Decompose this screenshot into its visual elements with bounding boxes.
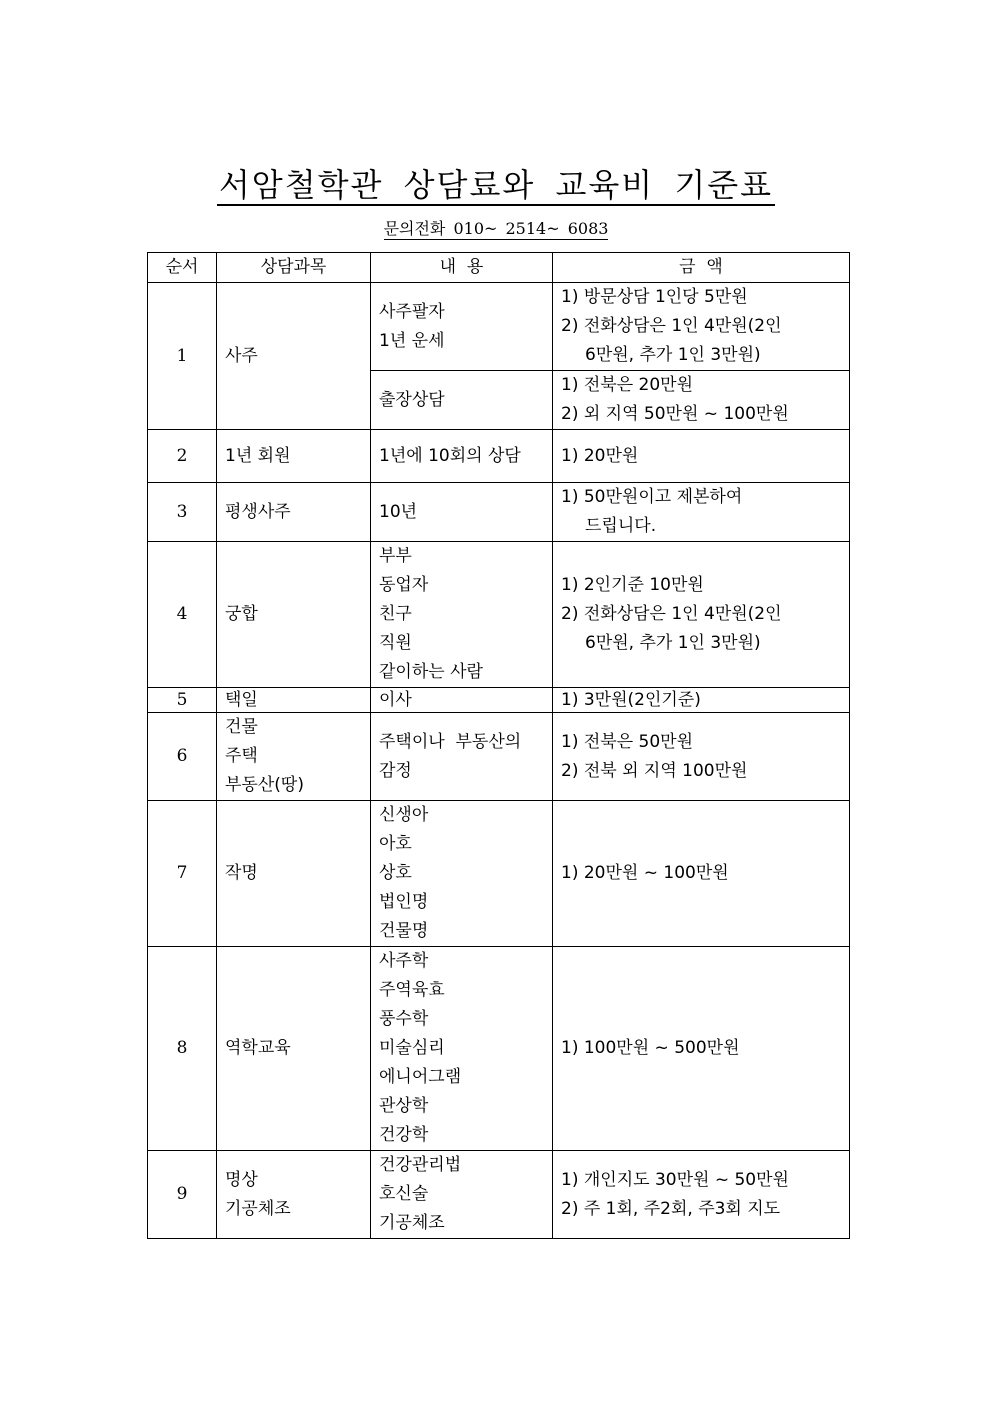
price-line: 1) 2인기준 10만원 (561, 575, 704, 595)
content-line: 아호 (379, 834, 412, 854)
row-subject (217, 483, 371, 542)
content-line: 상호 (379, 863, 412, 883)
price-line: 드립니다. (585, 516, 657, 536)
content-line: 주역육효 (379, 980, 445, 1000)
row-content (371, 947, 553, 1151)
content-line: 감정 (379, 760, 412, 781)
row-content (371, 430, 553, 483)
content-line: 건강학 (379, 1125, 429, 1145)
row-subject (217, 542, 371, 688)
table-row (148, 1151, 850, 1239)
table-row (148, 430, 850, 483)
row-number: 4 (148, 542, 217, 688)
content-line: 기공체조 (379, 1213, 445, 1233)
content-line: 1년에 10회의 상담 (379, 445, 521, 466)
table-row (148, 947, 850, 1151)
content-line: 사주학 (379, 951, 429, 971)
content-line: 사주팔자 (379, 301, 445, 322)
subject-line: 기공체조 (225, 1198, 291, 1219)
price-line: 2) 주 1회, 주2회, 주3회 지도 (561, 1198, 781, 1219)
subject-line: 부동산(땅) (225, 775, 304, 795)
price-line: 1) 100만원 ~ 500만원 (561, 1038, 740, 1058)
price-line: 1) 개인지도 30만원 ~ 50만원 (561, 1169, 789, 1190)
document-title (0, 160, 992, 206)
table-row (148, 713, 850, 801)
row-content (371, 483, 553, 542)
subject-line: 작명 (225, 863, 258, 883)
content-line: 1년 운세 (379, 330, 445, 351)
subject-line: 주택 (225, 746, 258, 766)
price-line: 2) 전북 외 지역 100만원 (561, 760, 748, 781)
content-line: 건강관리법 (379, 1155, 462, 1175)
price-line: 2) 외 지역 50만원 ~ 100만원 (561, 404, 789, 424)
row-number: 2 (148, 430, 217, 483)
price-line: 1) 전북은 50만원 (561, 731, 693, 752)
row-content (371, 801, 553, 947)
row-number: 9 (148, 1151, 217, 1239)
content-line: 동업자 (379, 575, 429, 595)
row-content (371, 371, 553, 430)
contact-phone (0, 216, 992, 239)
row-price (553, 688, 850, 713)
row-subject (217, 801, 371, 947)
row-price (553, 947, 850, 1151)
price-line: 1) 방문상담 1인당 5만원 (561, 287, 748, 307)
row-subject (217, 283, 371, 430)
row-price (553, 430, 850, 483)
content-line: 주택이나 부동산의 (379, 731, 522, 752)
content-line: 친구 (379, 604, 412, 624)
table-row (148, 283, 850, 371)
content-line: 법인명 (379, 892, 429, 912)
subject-line: 궁합 (225, 604, 258, 624)
header-price: 금 액 (553, 253, 850, 283)
row-number: 5 (148, 688, 217, 713)
contact-text: 문의전화 010~ 2514~ 6083 (383, 219, 609, 238)
row-price (553, 713, 850, 801)
content-line: 미술심리 (379, 1038, 445, 1058)
subject-line: 1년 회원 (225, 445, 291, 466)
table-row (148, 483, 850, 542)
price-line: 1) 3만원(2인기준) (561, 690, 701, 710)
row-content (371, 542, 553, 688)
table-row (148, 542, 850, 688)
header-content: 내 용 (371, 253, 553, 283)
table-header-row (148, 253, 850, 283)
header-order: 순서 (148, 253, 217, 283)
fee-table (147, 252, 850, 1239)
content-line: 부부 (379, 546, 412, 566)
subject-line: 택일 (225, 690, 258, 710)
row-number: 6 (148, 713, 217, 801)
price-line: 2) 전화상담은 1인 4만원(2인 (561, 604, 782, 624)
table-row (148, 688, 850, 713)
content-line: 에니어그램 (379, 1067, 462, 1087)
subject-line: 건물 (225, 717, 258, 737)
content-line: 풍수학 (379, 1009, 429, 1029)
content-line: 건물명 (379, 921, 429, 941)
row-content (371, 688, 553, 713)
row-subject (217, 430, 371, 483)
row-subject (217, 688, 371, 713)
row-number: 7 (148, 801, 217, 947)
content-line: 같이하는 사람 (379, 662, 483, 682)
subject-line: 사주 (225, 345, 258, 366)
row-number: 1 (148, 283, 217, 430)
price-line: 1) 전북은 20만원 (561, 375, 693, 395)
row-subject (217, 947, 371, 1151)
content-line: 10년 (379, 501, 418, 522)
subject-line: 명상 (225, 1169, 258, 1190)
row-price (553, 801, 850, 947)
row-price (553, 542, 850, 688)
row-price (553, 483, 850, 542)
row-price (553, 1151, 850, 1239)
price-line: 1) 20만원 (561, 445, 639, 466)
row-number: 8 (148, 947, 217, 1151)
row-subject (217, 713, 371, 801)
price-line: 1) 20만원 ~ 100만원 (561, 863, 729, 883)
content-line: 이사 (379, 690, 412, 710)
row-price (553, 283, 850, 371)
subject-line: 평생사주 (225, 501, 291, 522)
row-content (371, 713, 553, 801)
subject-line: 역학교육 (225, 1038, 291, 1058)
content-line: 신생아 (379, 805, 429, 825)
header-subject: 상담과목 (217, 253, 371, 283)
row-number: 3 (148, 483, 217, 542)
content-line: 관상학 (379, 1096, 429, 1116)
row-price (553, 371, 850, 430)
content-line: 호신술 (379, 1184, 429, 1204)
price-line: 1) 50만원이고 제본하여 (561, 487, 743, 507)
price-line: 6만원, 추가 1인 3만원) (585, 633, 761, 653)
content-line: 직원 (379, 633, 412, 653)
price-line: 6만원, 추가 1인 3만원) (585, 345, 761, 365)
table-row (148, 801, 850, 947)
row-content (371, 283, 553, 371)
title-text: 서암철학관 상담료와 교육비 기준표 (218, 166, 774, 204)
row-content (371, 1151, 553, 1239)
content-line: 출장상담 (379, 389, 445, 410)
price-line: 2) 전화상담은 1인 4만원(2인 (561, 316, 782, 336)
row-subject (217, 1151, 371, 1239)
